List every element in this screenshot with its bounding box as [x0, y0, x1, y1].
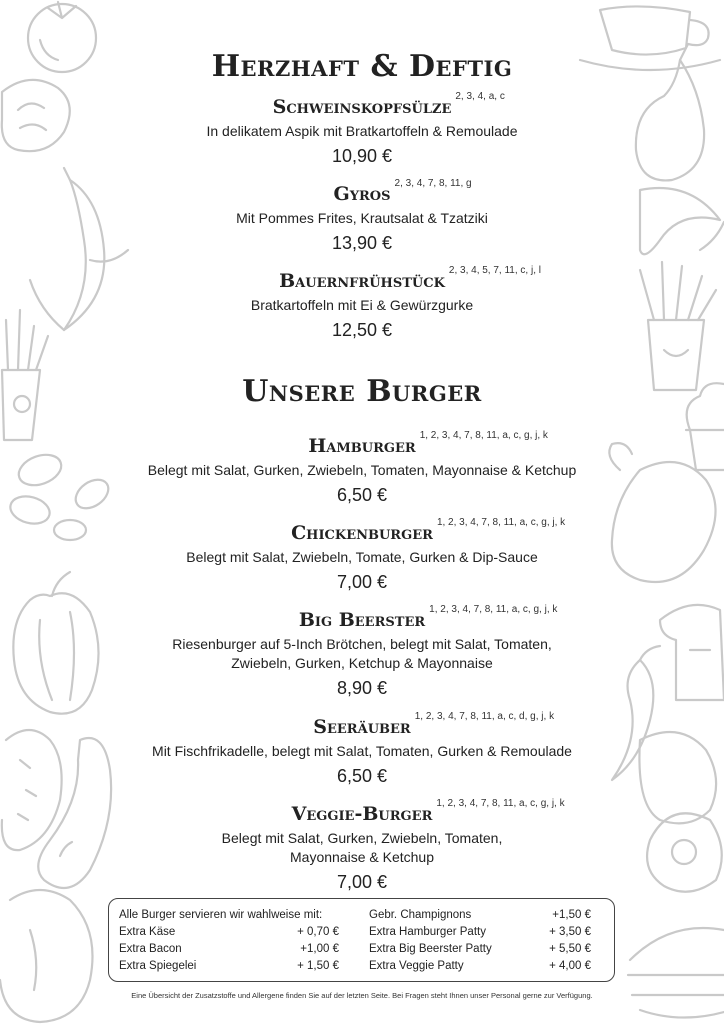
extras-heading: Alle Burger servieren wir wahlweise mit: — [119, 909, 323, 921]
item-price: 8,90 € — [336, 678, 388, 698]
extra-price: +1,00 € — [300, 943, 339, 955]
menu-item-schweinskopfsuelze — [0, 91, 724, 167]
item-description — [0, 829, 724, 867]
item-name: Big Beerster 1, 2, 3, 4, 7, 8, 11, a, c, g, j, k — [299, 609, 425, 631]
extra-label: Extra Veggie Patty — [369, 960, 464, 972]
extra-option — [369, 941, 591, 958]
menu-item-big-beerster — [0, 604, 724, 699]
item-description — [0, 635, 724, 673]
allergen-codes: 1, 2, 3, 4, 7, 8, 11, a, c, g, j, k — [419, 430, 548, 441]
extra-price: +1,50 € — [552, 909, 591, 921]
item-name: Schweinskopfsülze 2, 3, 4, a, c — [273, 96, 452, 118]
allergen-codes: 1, 2, 3, 4, 7, 8, 11, a, c, g, j, k — [436, 798, 565, 809]
extra-label: Extra Big Beerster Patty — [369, 943, 492, 955]
item-description: Belegt mit Salat, Zwiebeln, Tomate, Gurken & Dip-Sauce — [186, 549, 538, 565]
item-price: 13,90 € — [331, 233, 393, 253]
extra-option — [369, 907, 591, 924]
extra-price: + 3,50 € — [549, 926, 591, 938]
allergen-codes: 2, 3, 4, 5, 7, 11, c, j, l — [448, 265, 541, 276]
menu-item-gyros — [0, 178, 724, 254]
allergen-codes: 1, 2, 3, 4, 7, 8, 11, a, c, g, j, k — [429, 604, 558, 615]
allergen-codes: 1, 2, 3, 4, 7, 8, 11, a, c, g, j, k — [436, 517, 566, 528]
item-name: Gyros 2, 3, 4, 7, 8, 11, g — [333, 183, 390, 205]
allergen-codes: 2, 3, 4, a, c — [455, 91, 505, 102]
item-price: 7,00 € — [336, 572, 388, 592]
item-price: 6,50 € — [336, 485, 388, 505]
item-description-line: Riesenburger auf 5-Inch Brötchen, belegt mit Salat, Tomaten, — [172, 636, 552, 652]
extra-label: Extra Hamburger Patty — [369, 926, 486, 938]
allergen-footnote: Eine Übersicht der Zusatzstoffe und Allergene finden Sie auf der letzten Seite. Bei Fragen steht Ihnen unser Personal gerne zur Verfügung. — [131, 991, 593, 1000]
menu-item-seeraeuber — [0, 711, 724, 787]
section-title-burger: Unsere Burger — [242, 374, 482, 409]
extra-option — [119, 958, 339, 975]
allergen-codes: 2, 3, 4, 7, 8, 11, g — [394, 178, 472, 189]
item-name: Chickenburger 1, 2, 3, 4, 7, 8, 11, a, c, g, j, k — [291, 522, 433, 544]
menu-item-hamburger — [0, 430, 724, 506]
menu-item-bauernfruehstueck — [0, 265, 724, 341]
extra-price: + 4,00 € — [549, 960, 591, 972]
extra-price: + 0,70 € — [297, 926, 339, 938]
extras-right-column — [369, 907, 591, 975]
item-price: 12,50 € — [331, 320, 393, 340]
item-description: In delikatem Aspik mit Bratkartoffeln & Remoulade — [206, 123, 518, 139]
item-name: Seeräuber 1, 2, 3, 4, 7, 8, 11, a, c, d, g, j, k — [313, 716, 410, 738]
item-name: Hamburger 1, 2, 3, 4, 7, 8, 11, a, c, g, j, k — [308, 435, 415, 457]
burger-extras-box — [108, 898, 615, 982]
menu-item-chickenburger — [0, 517, 724, 593]
item-description: Mit Pommes Frites, Krautsalat & Tzatziki — [236, 210, 488, 226]
item-description-line: Zwiebeln, Gurken, Ketchup & Mayonnaise — [231, 655, 493, 671]
item-description-line: Belegt mit Salat, Gurken, Zwiebeln, Tomaten, — [221, 830, 503, 846]
extra-option — [369, 924, 591, 941]
item-description-line: Mayonnaise & Ketchup — [290, 849, 434, 865]
item-name: Veggie-Burger 1, 2, 3, 4, 7, 8, 11, a, c, g, j, k — [292, 803, 433, 825]
extra-option — [369, 958, 591, 975]
extras-left-column — [119, 907, 339, 975]
menu-item-veggie-burger — [0, 798, 724, 893]
extra-price: + 5,50 € — [549, 943, 591, 955]
item-name: Bauernfrühstück 2, 3, 4, 5, 7, 11, c, j, l — [279, 270, 445, 292]
section-title-herzhaft: Herzhaft & Deftig — [211, 49, 513, 84]
item-price: 10,90 € — [331, 146, 393, 166]
extra-price: + 1,50 € — [297, 960, 339, 972]
item-description: Belegt mit Salat, Gurken, Zwiebeln, Tomaten, Mayonnaise & Ketchup — [147, 462, 577, 478]
allergen-codes: 1, 2, 3, 4, 7, 8, 11, a, c, d, g, j, k — [414, 711, 555, 722]
item-price: 6,50 € — [336, 766, 388, 786]
extra-label: Extra Spiegelei — [119, 960, 197, 972]
extra-label: Gebr. Champignons — [369, 909, 472, 921]
extra-option — [119, 924, 339, 941]
item-price: 7,00 € — [336, 872, 388, 892]
item-description: Mit Fischfrikadelle, belegt mit Salat, Tomaten, Gurken & Remoulade — [152, 743, 572, 759]
extra-label: Extra Käse — [119, 926, 176, 938]
item-description: Bratkartoffeln mit Ei & Gewürzgurke — [250, 297, 474, 313]
extra-label: Extra Bacon — [119, 943, 182, 955]
extra-option — [119, 941, 339, 958]
